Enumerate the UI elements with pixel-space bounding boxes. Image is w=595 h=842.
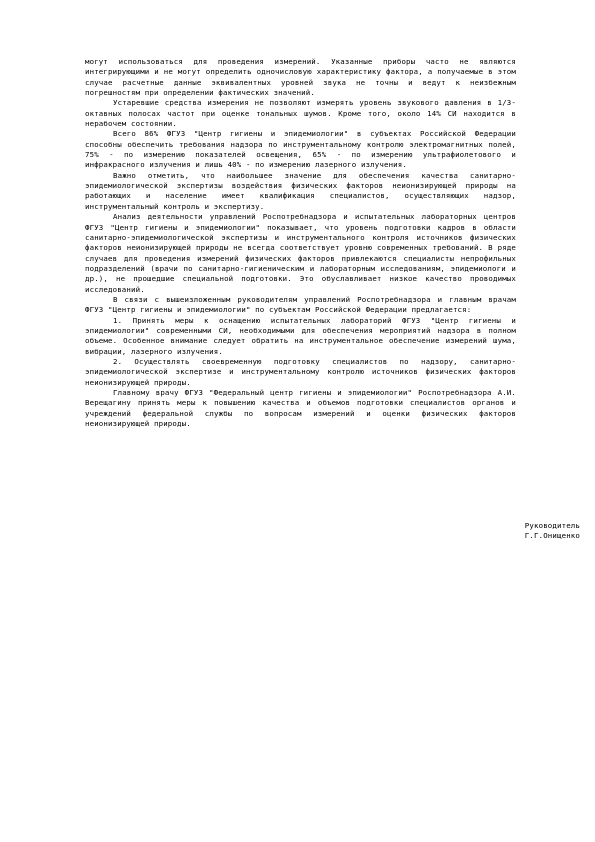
paragraph-analysis: Анализ деятельности управлений Роспотребнадзора и испытательных лабораторных центров ФГУЗ "Центр гигиены и эпидемиологии" показывает, что уровень подготовки кадров в области санитарно-эпидемиологической экспертизы и инструментального контроля источников физических факторов неионизирующей природы не всегда соответствует уровню современных требований. В ряде случаев для проведения измерений физических факторов привлекаются специалисты непрофильных подразделений (врачи по санитарно-гигиеническим и лабораторным исследованиям, эпидемиологи и др.), не прошедшие специальной подготовки. Это обуславливает низкое качество проводимых исследований. bbox=[85, 212, 516, 294]
signature-block bbox=[85, 521, 580, 542]
document-body bbox=[85, 57, 516, 429]
paragraph-outdated-equipment: Устаревшие средства измерения не позволяют измерять уровень звукового давления в 1/3-октавных полосах частот при оценке тональных шумов. Кроме того, около 14% СИ находится в нерабочем состоянии. bbox=[85, 98, 516, 129]
paragraph-qualification: Важно отметить, что наибольшее значение для обеспечения качества санитарно-эпидемиологической экспертизы воздействия физических факторов неионизирующей природы на работающих и население имеет квалификация специалистов, осуществляющих надзор, инструментальный контроль и экспертизу. bbox=[85, 170, 516, 211]
paragraph-measurement-devices: могут использоваться для проведения измерений. Указанные приборы часто не являются интегрирующими и не могут определить одночисловую характеристику фактора, а получаемые в этом случае расчетные данные эквивалентных уровней звука не точны и ведут к неизбежным погрешностям при определении фактических значений. bbox=[85, 57, 516, 98]
paragraph-proposal-intro: В связи с вышеизложенным руководителям управлений Роспотребнадзора и главным врачам ФГУЗ "Центр гигиены и эпидемиологии" по субъектам Российской Федерации предлагается: bbox=[85, 294, 516, 315]
paragraph-proposal-item-2: 2. Осуществлять своевременную подготовку специалистов по надзору, санитарно-эпидемиологической экспертизе и инструментальному контролю источников физических факторов неионизирующей природы. bbox=[85, 356, 516, 387]
paragraph-capability-stats: Всего 86% ФГУЗ "Центр гигиены и эпидемиологии" в субъектах Российской Федерации способны обеспечить требования надзора по инструментальному контролю электромагнитных полей, 75% - по измерению показателей освещения, 65% - по измерению ультрафиолетового и инфракрасного излучения и лишь 40% - по измерению лазерного излучения. bbox=[85, 129, 516, 170]
paragraph-chief-doctor: Главному врачу ФГУЗ "Федеральный центр гигиены и эпидемиологии" Роспотребнадзора А.И. Верещагину принять меры к повышению качества и объемов подготовки специалистов органов и учреждений федеральной службы по вопросам измерений и оценки физических факторов неионизирующей природы. bbox=[85, 388, 516, 429]
signature-title: Руководитель bbox=[524, 521, 580, 530]
signature-name: Г.Г.Онищенко bbox=[524, 531, 580, 541]
paragraph-proposal-item-1: 1. Принять меры к оснащению испытательных лабораторий ФГУЗ "Центр гигиены и эпидемиологии" современными СИ, необходимыми для обеспечения мероприятий надзора в полном объеме. Особенное внимание следует обратить на инструментальное обеспечение измерений шума, вибрации, лазерного излучения. bbox=[85, 315, 516, 356]
